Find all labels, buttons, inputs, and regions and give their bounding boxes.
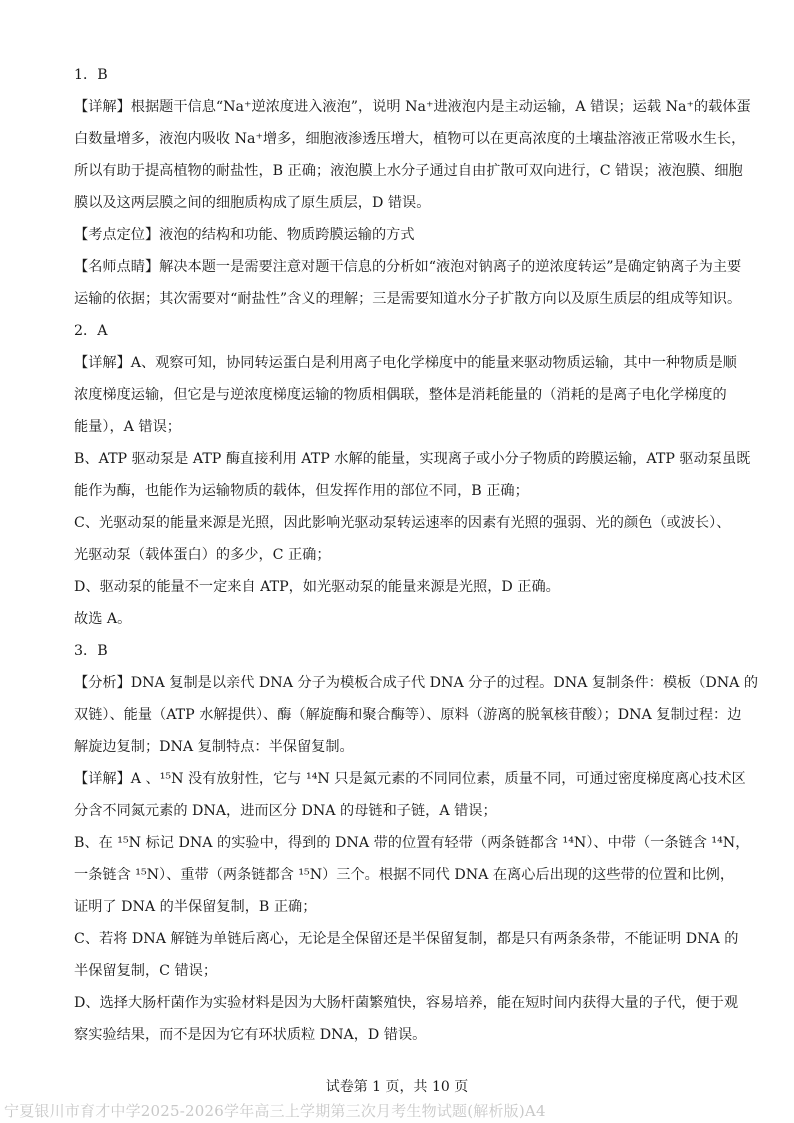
question-2-line: D、驱动泵的能量不一定来自 ATP，如光驱动泵的能量来源是光照，D 正确。 xyxy=(74,579,560,595)
question-1-tip: 运输的依据；其次需要对“耐盐性”含义的理解；三是需要知道水分子扩散方向以及原生质层的组成等知识。 xyxy=(74,291,742,307)
question-3-line: 半保留复制，C 错误； xyxy=(74,963,218,979)
question-1-point: 【考点定位】液泡的结构和功能、物质跨膜运输的方式 xyxy=(74,227,415,243)
question-3-line: 一条链含 ¹⁵N）、重带（两条链都含 ¹⁵N）三个。根据不同代 DNA 在离心后出现的这些带的位置和比例， xyxy=(74,867,735,883)
question-3-line: B、在 ¹⁵N 标记 DNA 的实验中，得到的 DNA 带的位置有轻带（两条链都含 ¹⁴N）、中带（一条链含 ¹⁴N， xyxy=(74,835,750,851)
question-2-line: 【详解】A、观察可知，协同转运蛋白是利用离子电化学梯度中的能量来驱动物质运输，其中一种物质是顺 xyxy=(74,355,737,371)
question-2-line: 光驱动泵（载体蛋白）的多少，C 正确； xyxy=(74,547,331,563)
question-3-line: 【详解】A 、¹⁵N 没有放射性，它与 ¹⁴N 只是氮元素的不同同位素，质量不同，可通过密度梯度离心技术区 xyxy=(74,771,746,787)
question-2-line: 能量），A 错误； xyxy=(74,419,181,435)
question-3-line: 解旋边复制；DNA 复制特点：半保留复制。 xyxy=(74,739,354,755)
question-3-line: 证明了 DNA 的半保留复制，B 正确； xyxy=(74,899,317,915)
question-1-line: 膜以及这两层膜之间的细胞质构成了原生质层，D 错误。 xyxy=(74,195,431,211)
question-2-line: 故选 A。 xyxy=(74,611,132,627)
question-3-line: D、选择大肠杆菌作为实验材料是因为大肠杆菌繁殖快，容易培养，能在短时间内获得大量的子代，便于观 xyxy=(74,995,739,1011)
question-2-line: B、ATP 驱动泵是 ATP 酶直接利用 ATP 水解的能量，实现离子或小分子物质的跨膜运输，ATP 驱动泵虽既 xyxy=(74,451,751,467)
answer-content xyxy=(74,66,759,1044)
question-1-line: 【详解】根据题干信息“Na⁺逆浓度进入液泡”，说明 Na⁺进液泡内是主动运输，A 错误；运载 Na⁺的载体蛋 xyxy=(74,99,751,115)
question-2-line: 能作为酶，也能作为运输物质的载体，但发挥作用的部位不同，B 正确； xyxy=(74,483,529,499)
question-2-line: 浓度梯度运输，但它是与逆浓度梯度运输的物质相偶联，整体是消耗能量的（消耗的是离子电化学梯度的 xyxy=(74,387,727,403)
question-3-line: 分含不同氮元素的 DNA，进而区分 DNA 的母链和子链，A 错误； xyxy=(74,803,497,819)
question-2-line: C、光驱动泵的能量来源是光照，因此影响光驱动泵转运速率的因素有光照的强弱、光的颜色（或波长）、 xyxy=(74,515,731,531)
question-1-line: 所以有助于提高植物的耐盐性，B 正确；液泡膜上水分子通过自由扩散可双向进行，C 错误；液泡膜、细胞 xyxy=(74,163,743,179)
question-2-number: 2．A xyxy=(74,323,108,339)
question-3-number: 3．B xyxy=(74,643,108,659)
question-1-tip: 【名师点睛】解决本题一是需要注意对题干信息的分析如“液泡对钠离子的逆浓度转运”是确定钠离子为主要 xyxy=(74,259,742,275)
question-1-line: 白数量增多，液泡内吸收 Na⁺增多，细胞液渗透压增大，植物可以在更高浓度的土壤盐溶液正常吸水生长， xyxy=(74,131,746,147)
page-footer: 试卷第 1 页，共 10 页 xyxy=(325,1079,469,1095)
question-3-line: C、若将 DNA 解链为单链后离心，无论是全保留还是半保留复制，都是只有两条条带，不能证明 DNA 的 xyxy=(74,931,739,947)
question-3-line: 【分析】DNA 复制是以亲代 DNA 分子为模板合成子代 DNA 分子的过程。DNA 复制条件：模板（DNA 的 xyxy=(74,675,759,691)
question-3-line: 双链）、能量（ATP 水解提供）、酶（解旋酶和聚合酶等）、原料（游离的脱氧核苷酸）；DNA 复制过程：边 xyxy=(74,707,742,723)
question-3-line: 察实验结果，而不是因为它有环状质粒 DNA，D 错误。 xyxy=(74,1027,427,1043)
document-watermark: 宁夏银川市育才中学2025-2026学年高三上学期第三次月考生物试题(解析版)A4 xyxy=(4,1102,546,1120)
question-1-number: 1．B xyxy=(74,67,108,83)
